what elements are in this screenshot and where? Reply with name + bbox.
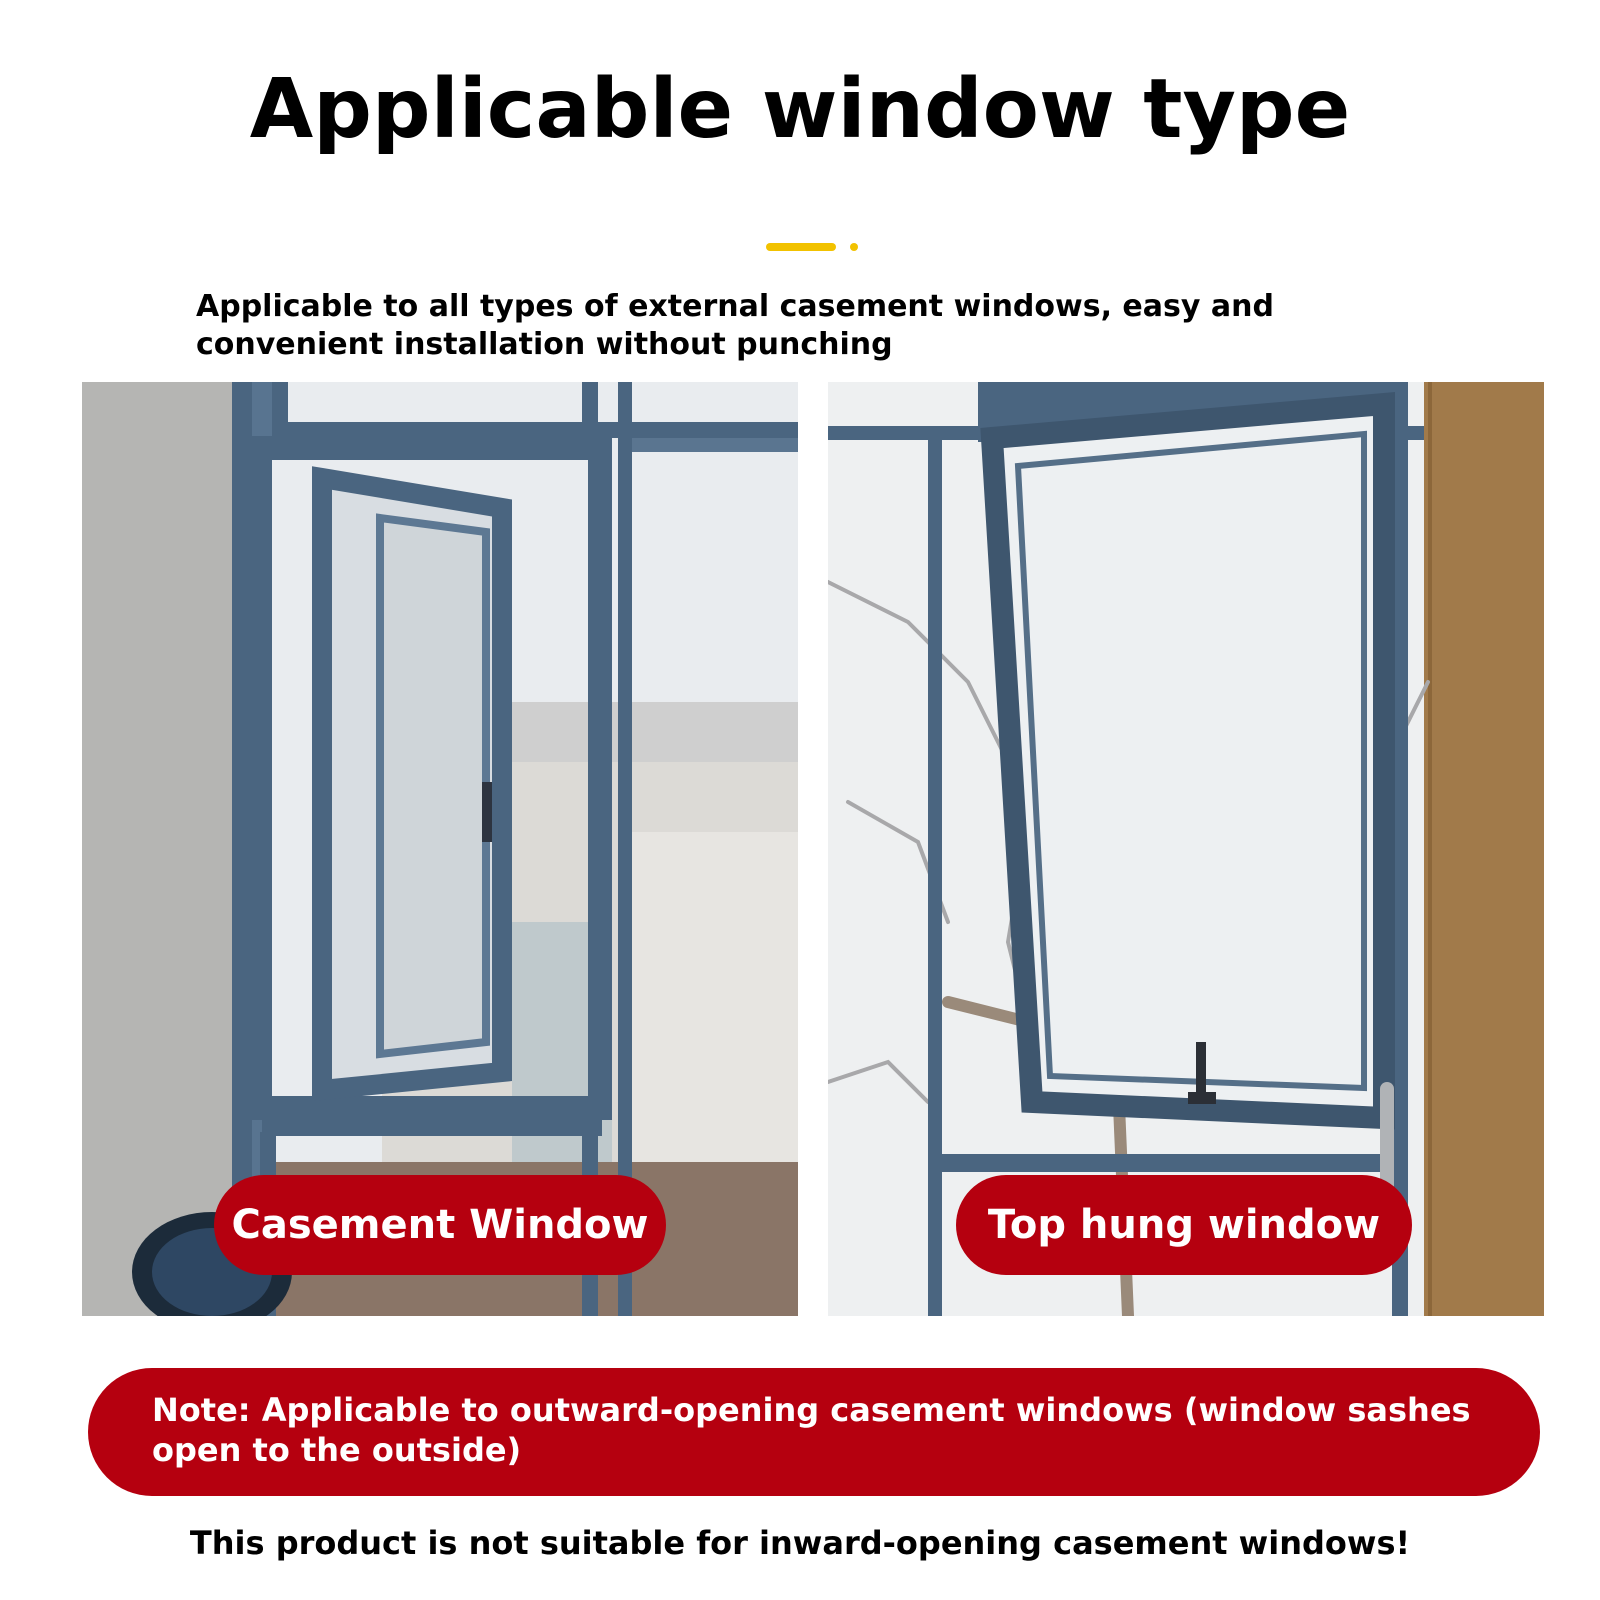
title-divider [766, 243, 866, 253]
page-title: Applicable window type [249, 62, 1351, 157]
divider-bar [766, 243, 836, 251]
divider-dot [850, 243, 858, 251]
page-subtitle: Applicable to all types of external casement windows, easy and convenient installation without punching [196, 289, 1274, 362]
casement-window-label: Casement Window [214, 1175, 666, 1275]
warning-text: This product is not suitable for inward-opening casement windows! [189, 1524, 1411, 1562]
note-banner: Note: Applicable to outward-opening casement windows (window sashes open to the outside) [88, 1368, 1540, 1496]
top-hung-window-label: Top hung window [956, 1175, 1412, 1275]
